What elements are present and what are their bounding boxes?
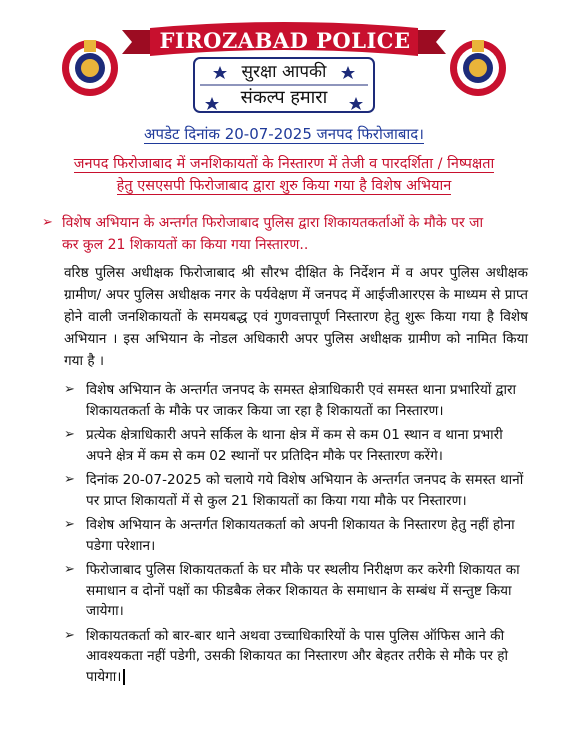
list-item [64, 470, 530, 511]
list-item-text: प्रत्येक क्षेत्राधिकारी अपने सर्किल के थाना क्षेत्र में कम से कम 01 स्थान व थाना प्रभारी अपने क्षेत्र में कम से कम 02 स्थानों पर प्रतिदिन मौके पर निस्तारण करेंगे। [86, 427, 503, 464]
headline-line-2: हेतु एसएसपी फिरोजाबाद द्वारा शुरु किया गया है विशेष अभियान [116, 178, 452, 194]
highlight-point [42, 212, 522, 256]
headline [30, 153, 538, 197]
list-item [64, 380, 530, 421]
arrow-bullet-icon: ➢ [64, 627, 75, 643]
list-item-text: दिनांक 20-07-2025 को चलाये गये विशेष अभियान के अन्तर्गत जनपद के समस्त थानों पर प्राप्त शिकायतों में से कुल 21 शिकायतों का किया गया मौके पर निस्तारण। [86, 472, 524, 509]
update-date-text: अपडेट दिनांक 20-07-2025 जनपद फिरोजाबाद। [144, 125, 424, 143]
list-item-text: शिकायतकर्ता को बार-बार थाने अथवा उच्चाधिकारियों के पास पुलिस ऑफिस आने की आवश्यकता नहीं पडेगी, उसकी शिकायत का निस्तारण और बेहतर तरीके से मौके पर हो पायेगा। [86, 627, 509, 685]
police-banner [0, 0, 568, 118]
list-item [64, 425, 530, 466]
arrow-bullet-icon: ➢ [64, 382, 75, 397]
update-date-line [20, 124, 548, 144]
arrow-bullet-icon: ➢ [64, 427, 75, 442]
bullet-list [64, 380, 530, 691]
list-item [64, 560, 530, 622]
headline-line-1: जनपद फिरोजाबाद में जनशिकायतों के निस्तारण में तेजी व पारदर्शिता / निष्पक्षता [73, 156, 495, 172]
highlight-line-2: कर कुल 21 शिकायतों का किया गया निस्तारण.. [62, 237, 309, 253]
highlight-line-1: विशेष अभियान के अन्तर्गत फिरोजाबाद पुलिस द्वारा शिकायतकर्ताओं के मौके पर जा [62, 215, 484, 231]
list-item [64, 515, 530, 556]
up-police-emblem-right-icon [450, 40, 506, 96]
arrow-bullet-icon: ➢ [42, 215, 53, 230]
arrow-bullet-icon: ➢ [64, 517, 75, 532]
up-police-emblem-left-icon [62, 40, 118, 96]
list-item-text: विशेष अभियान के अन्तर्गत शिकायतकर्ता को अपनी शिकायत के निस्तारण हेतु नहीं होना पडेगा परेशान। [86, 517, 515, 554]
arrow-bullet-icon: ➢ [64, 562, 75, 577]
list-item-text: विशेष अभियान के अन्तर्गत जनपद के समस्त क्षेत्राधिकारी एवं समस्त थाना प्रभारियों द्वारा शिकायतकर्ता के मौके पर जाकर किया जा रहा है शिकायतों का निस्तारण। [86, 382, 517, 419]
arrow-bullet-icon: ➢ [64, 472, 75, 487]
motto-line-1: सुरक्षा आपकी [241, 62, 327, 82]
motto-line-2: संकल्प हमारा [240, 87, 328, 108]
list-item-text: फिरोजाबाद पुलिस शिकायतकर्ता के घर मौके पर स्थलीय निरीक्षण कर करेगी शिकायत का समाधान व दोनों पक्षों का फीडबैक लेकर शिकायत के समाधान के सम्बंध में सन्तुष्ट किया जायेगा। [86, 562, 520, 619]
text-cursor [123, 669, 125, 685]
banner-title: FIROZABAD POLICE [159, 28, 411, 53]
intro-paragraph: वरिष्ठ पुलिस अधीक्षक फिरोजाबाद श्री सौरभ दीक्षित के निर्देशन में व अपर पुलिस अधीक्षक ग्रामीण/ अपर पुलिस अधीक्षक नगर के पर्यवेक्षण में जनपद में आईजीआरएस के माध्यम से प्राप्त होने वाली जनशिकायतों के समयबद्ध एवं गुणवत्तापूर्ण निस्तारण हेतु शुरू किया गया है विशेष अभियान । इस अभियान के नोडल अधिकारी अपर पुलिस अधीक्षक ग्रामीण को नामित किया गया है । [64, 265, 528, 369]
list-item [64, 626, 530, 688]
